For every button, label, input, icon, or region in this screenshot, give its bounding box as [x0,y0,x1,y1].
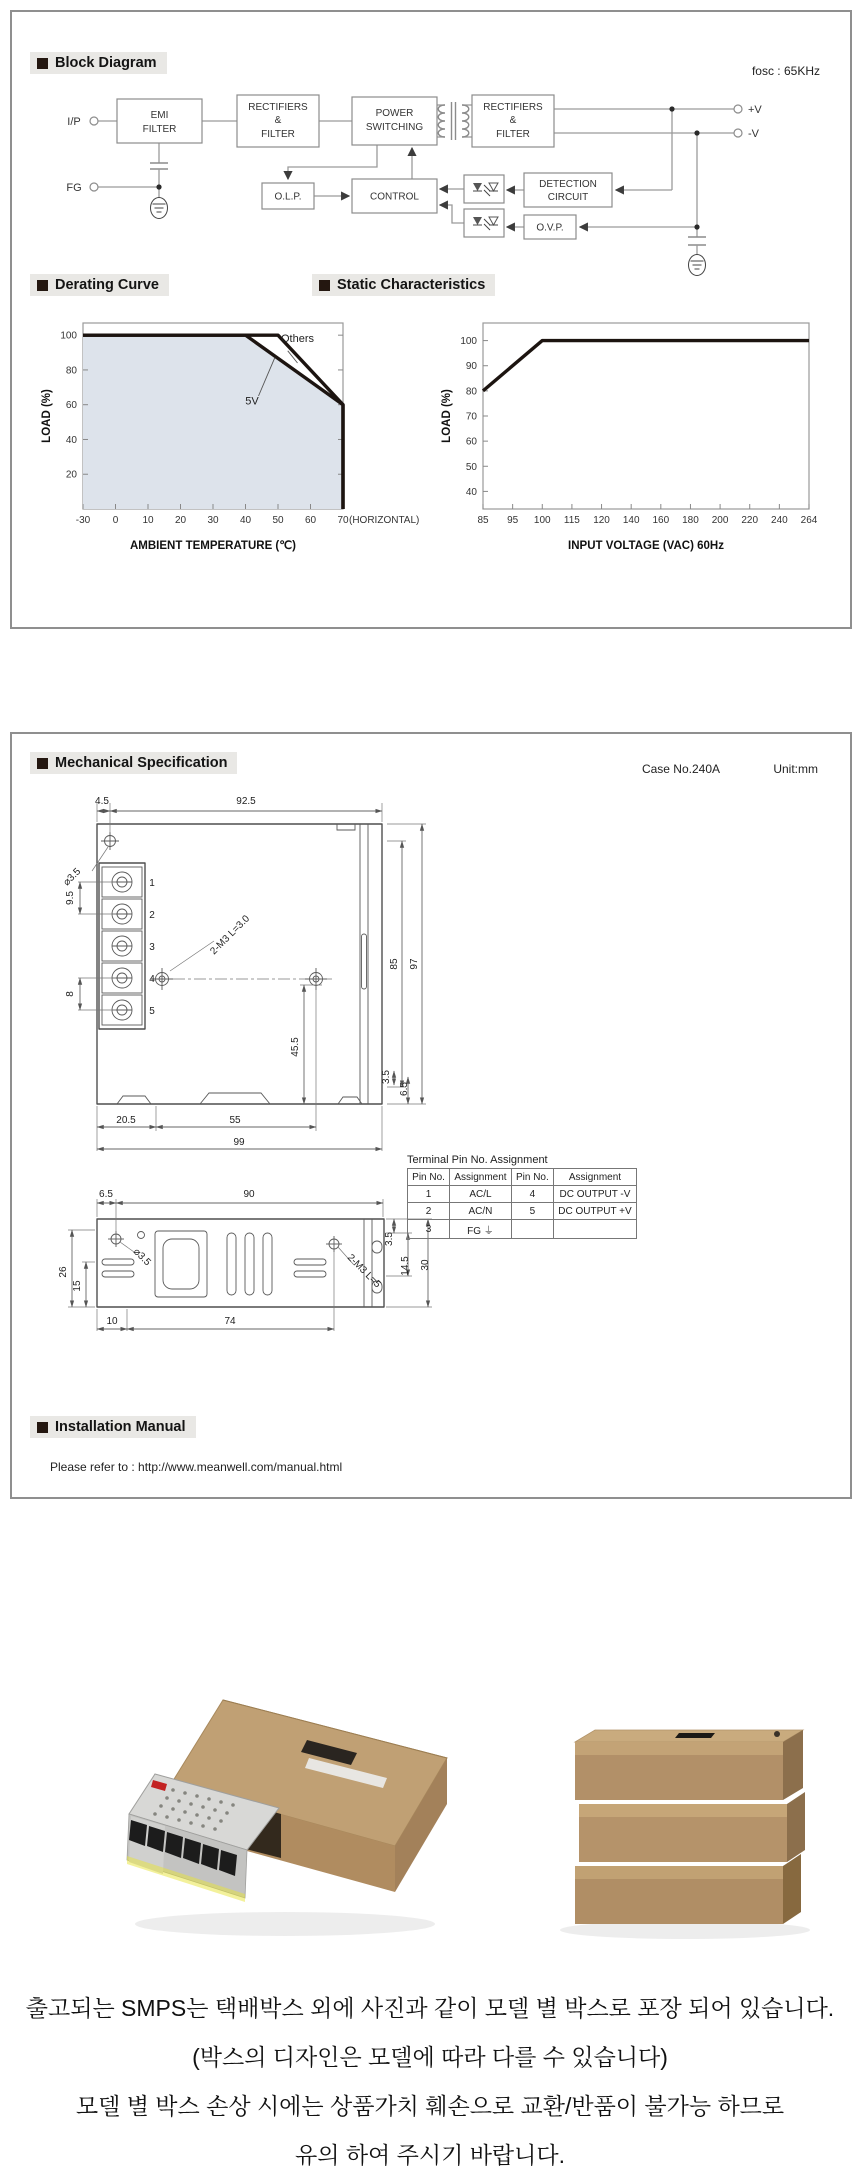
vplus-terminal-icon [734,105,742,113]
svg-text:50: 50 [272,515,284,526]
notice-line: 출고되는 SMPS는 택배박스 외에 사진과 같이 모델 별 박스로 포장 되어 있습니다. [25,1995,835,2021]
svg-text:90: 90 [465,361,477,373]
detection-label: DETECTION [539,179,597,190]
svg-text:60: 60 [465,436,477,448]
pin-table-row [408,1220,637,1239]
pin-table-cell: DC OUTPUT +V [553,1203,636,1220]
vminus-terminal-icon [734,129,742,137]
svg-text:INPUT VOLTAGE (VAC) 60Hz: INPUT VOLTAGE (VAC) 60Hz [568,540,724,552]
transformer-icon [438,102,469,140]
svg-text:60: 60 [304,515,317,526]
carton-box [575,1730,803,1800]
derating-curve-chart [37,307,427,557]
mechanical-spec-title: Mechanical Specification [55,755,228,771]
svg-text:0: 0 [112,515,119,526]
pin-table-header: Pin No. [408,1169,450,1186]
dimension-label: 26 [58,1266,69,1278]
pin-table-row [408,1186,637,1203]
pin-table-header: Pin No. [511,1169,553,1186]
vplus-label: +V [748,104,762,116]
svg-text:20: 20 [65,469,77,481]
notice-line: 모델 별 박스 손상 시에는 상품가치 훼손으로 교환/반품이 불가능 하므로 [75,2093,785,2119]
input-label: I/P [67,116,81,128]
pin-table-cell [511,1220,553,1239]
svg-text:60: 60 [65,400,77,412]
rectifiers-label: & [274,115,282,126]
svg-text:20: 20 [174,515,187,526]
dimension-label: 45.5 [290,1037,301,1057]
svg-text:Others: Others [280,333,315,346]
svg-text:220: 220 [741,515,759,526]
svg-text:264: 264 [800,515,818,526]
notice-line: (박스의 디자인은 모델에 따라 다를 수 있습니다) [192,2044,668,2070]
dimension-label: 15 [72,1280,83,1292]
dimension-label: 85 [389,958,400,970]
dimension-label: 3.5 [381,1070,392,1084]
block-diagram [32,87,832,282]
dimension-label: 30 [420,1259,431,1271]
pin-table-header: Assignment [553,1169,636,1186]
svg-text:100: 100 [533,515,551,526]
earth-ground-icon [689,255,706,276]
dimension-label: ⌀3.5 [130,1246,153,1269]
dimension-label: 10 [106,1316,118,1327]
dimension-label: 92.5 [236,796,256,807]
dimension-label: 55 [229,1115,241,1126]
installation-manual-title: Installation Manual [55,1419,186,1435]
pin-table-title: Terminal Pin No. Assignment [407,1154,548,1166]
case-number: Case No.240A [641,762,720,776]
mounting-hole-icon [305,968,327,990]
notice-line: 유의 하여 주시기 바랍니다. [295,2142,565,2168]
box-handle-slot [675,1733,715,1738]
emi-filter-box [117,99,202,143]
mechanical-spec-header [30,752,237,774]
open-box-product-photo [95,1688,485,1953]
static-characteristics-chart [437,307,827,557]
fosc-label: fosc : 65KHz [751,64,820,78]
side-view-drawing [68,1199,432,1331]
power-switching-label: POWER [375,108,414,119]
dimension-label: 20.5 [116,1115,136,1126]
dimension-label: 4 [149,974,155,985]
pin-table-cell: DC OUTPUT -V [553,1186,636,1203]
dimension-label: 97 [409,958,420,970]
stacked-boxes-product-photo [525,1700,825,1940]
svg-text:160: 160 [652,515,670,526]
svg-text:40: 40 [465,486,477,498]
dimension-label: 3.5 [384,1232,395,1246]
pin-table-cell: AC/N [450,1203,512,1220]
svg-text:240: 240 [771,515,788,526]
carton-box [575,1854,801,1924]
optocoupler-icon [464,175,504,203]
svg-text:-30: -30 [75,515,91,526]
section-square-icon [37,58,48,69]
section-square-icon [37,1422,48,1433]
pin-table-cell: 4 [511,1186,553,1203]
pin-table-cell [553,1220,636,1239]
dimension-label: 99 [233,1137,245,1148]
svg-text:85: 85 [477,515,489,526]
pin-table-cell: 5 [511,1203,553,1220]
svg-text:LOAD (%): LOAD (%) [41,389,53,443]
detection-label: CIRCUIT [547,192,589,203]
dimension-label: 2-M3 L=5 [344,1252,383,1291]
ovp-label: O.V.P. [536,222,564,234]
dimension-label: 74 [224,1316,236,1327]
top-view-drawing [78,803,426,1151]
carton-box [579,1792,805,1862]
terminal-block [99,863,145,1029]
dimension-label: 9.5 [65,891,76,905]
block-diagram-title: Block Diagram [55,55,157,71]
svg-text:70: 70 [337,515,349,526]
dimension-label: ⌀3.5 [61,866,84,889]
dimension-label: 1 [149,878,155,889]
dimension-label: 2-M3 L=3.0 [208,913,253,958]
dimension-label: 3 [149,942,155,953]
pin-table-cell: 2 [408,1203,450,1220]
pin-table-cell: 1 [408,1186,450,1203]
fg-terminal-icon [90,183,98,191]
svg-text:80: 80 [65,365,77,377]
section-square-icon [319,280,330,291]
dimension-label: 90 [243,1189,255,1200]
mounting-hole-icon [326,1236,342,1252]
unit-label: Unit:mm [773,762,818,776]
svg-text:140: 140 [622,515,640,526]
dimension-label: 14.5 [400,1256,411,1276]
svg-text:115: 115 [563,515,580,526]
rectifiers-label: FILTER [261,129,295,140]
korean-notice [0,1984,860,2180]
static-characteristics-header [312,274,495,296]
svg-text:100: 100 [60,330,77,342]
dimension-label: 8 [65,991,76,997]
svg-text:40: 40 [239,515,252,526]
mounting-hole-icon [101,832,119,850]
svg-text:50: 50 [465,461,477,473]
svg-text:200: 200 [711,515,729,526]
pin-table-row [408,1203,637,1220]
olp-label: O.L.P. [274,191,302,203]
derating-curve-title: Derating Curve [55,277,159,293]
terminal-pin-table [407,1154,637,1239]
dimension-label: 5 [149,1006,155,1017]
svg-text:120: 120 [593,515,610,526]
dimension-label: 6.5 [399,1082,410,1096]
svg-text:100: 100 [460,336,477,348]
control-label: CONTROL [370,191,419,203]
vminus-label: -V [748,128,759,140]
electrical-spec-panel [10,10,852,629]
rectifiers-label: FILTER [496,129,530,140]
pin-table-cell: 3 [408,1220,450,1239]
svg-text:95: 95 [507,515,519,526]
emi-filter-label: EMI [150,110,169,121]
pin-table-cell: FG ⏚ [450,1220,512,1239]
svg-text:30: 30 [207,515,219,526]
svg-text:(HORIZONTAL): (HORIZONTAL) [349,515,420,526]
derating-curve-header [30,274,169,296]
svg-text:70: 70 [465,411,477,423]
rectifiers-label: & [509,115,517,126]
section-square-icon [37,280,48,291]
svg-text:AMBIENT TEMPERATURE (℃): AMBIENT TEMPERATURE (℃) [129,540,297,552]
dimension-label: 4.5 [95,796,109,807]
svg-text:80: 80 [465,386,477,398]
fg-label: FG [66,182,82,194]
earth-ground-icon [151,198,168,219]
rectifiers-label: RECTIFIERS [248,102,308,113]
emi-filter-label: FILTER [142,124,177,135]
svg-text:5V: 5V [245,395,259,408]
power-switching-box [352,97,437,145]
block-diagram-header [30,52,167,74]
mechanical-spec-panel [10,732,852,1499]
power-switching-label: SWITCHING [365,122,424,133]
svg-text:40: 40 [65,434,77,446]
pin-table-header: Assignment [450,1169,512,1186]
mechanical-drawing [42,789,860,1349]
dimension-label: 6.5 [99,1189,113,1200]
optocoupler-icon [464,209,504,237]
svg-text:LOAD (%): LOAD (%) [441,389,453,443]
installation-manual-header [30,1416,196,1438]
section-square-icon [37,758,48,769]
svg-text:180: 180 [682,515,699,526]
svg-text:10: 10 [142,515,154,526]
pin-table-cell: AC/L [450,1186,512,1203]
installation-manual-link[interactable]: Please refer to : http://www.meanwell.com/manual.html [50,1460,343,1474]
static-characteristics-title: Static Characteristics [337,277,486,293]
input-terminal-icon [90,117,98,125]
rectifiers-label: RECTIFIERS [483,102,543,113]
dimension-label: 2 [149,910,155,921]
